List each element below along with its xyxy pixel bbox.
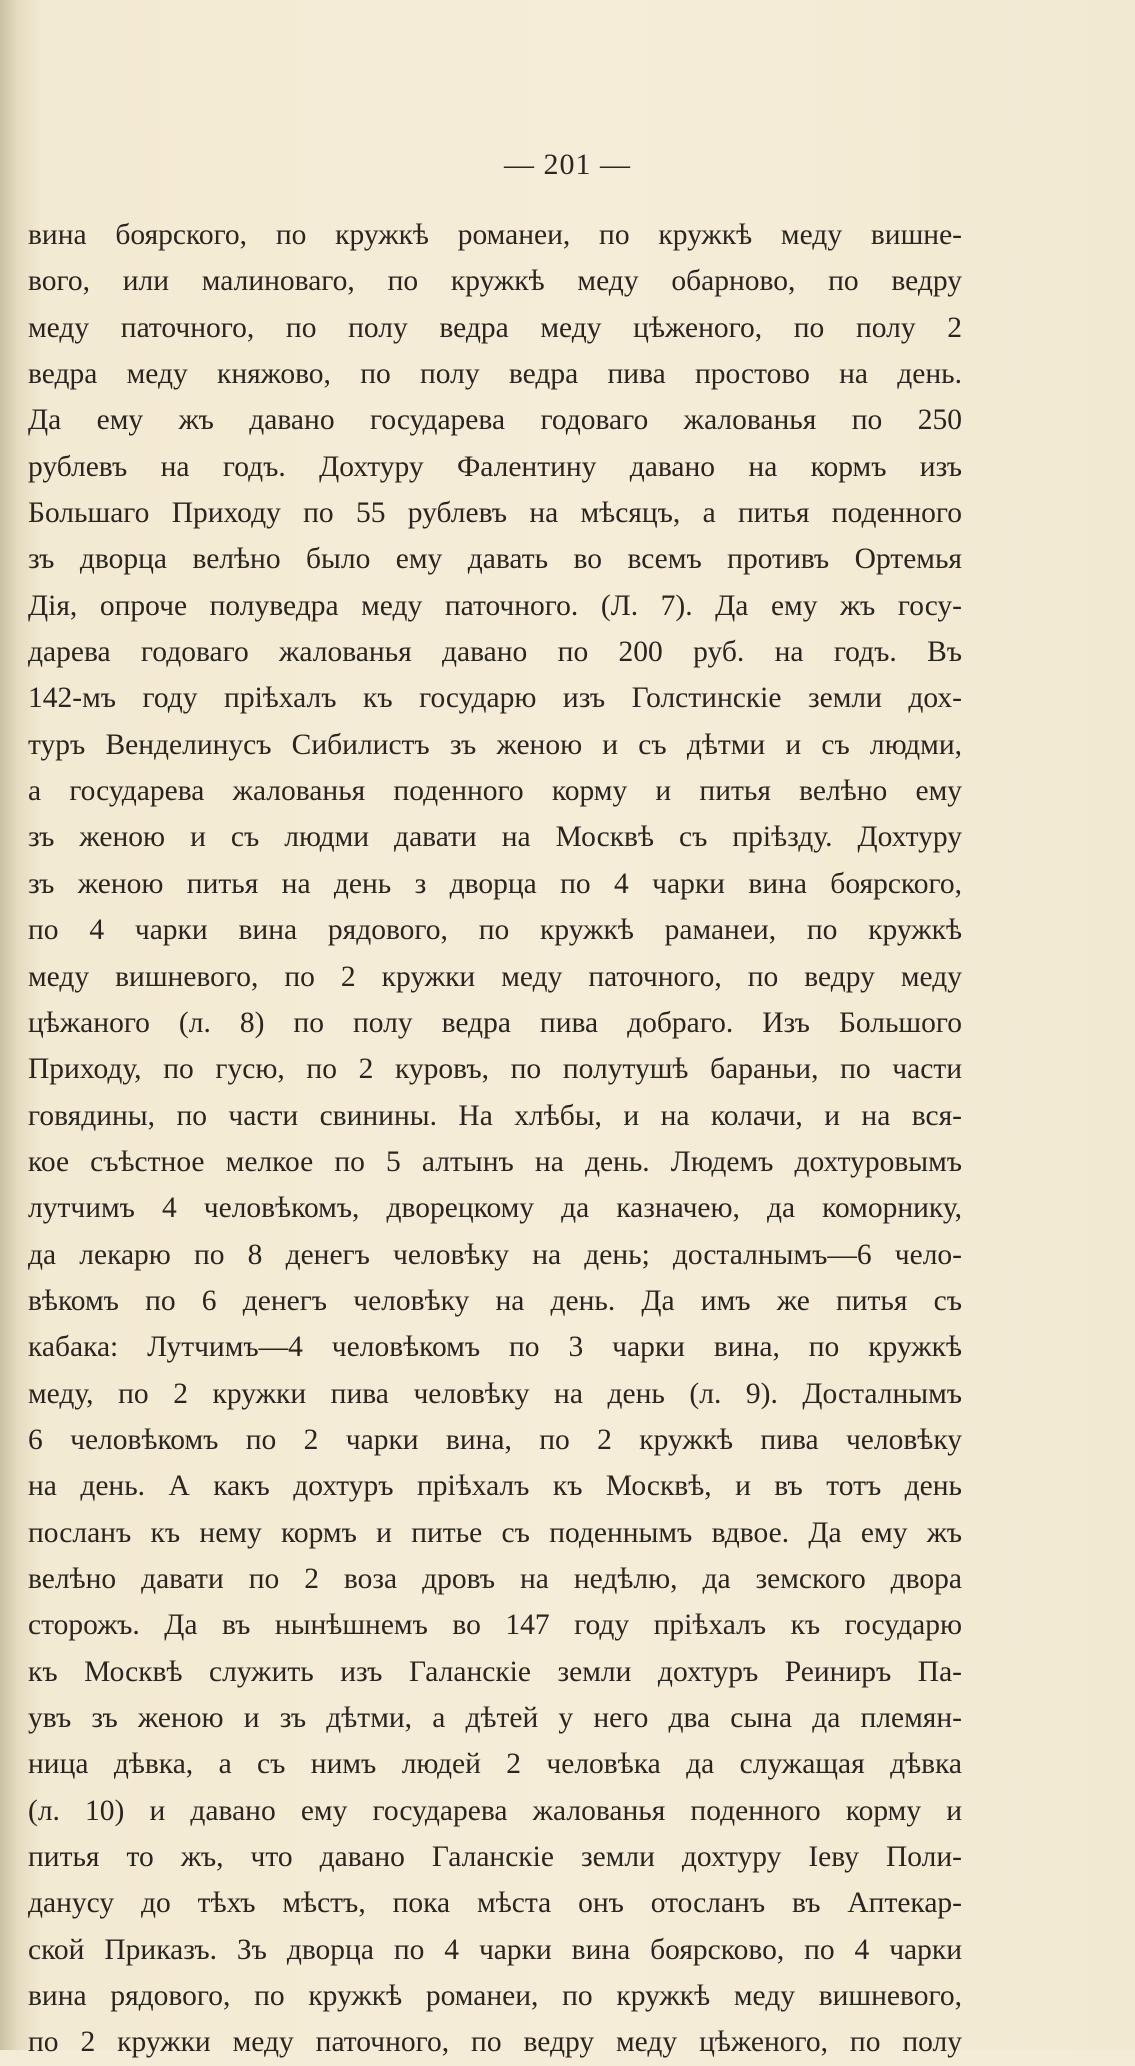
text-line: по 4 чарки вина рядового, по кружкѣ раманеи, по кружкѣ: [28, 914, 962, 947]
page-number: — 201 —: [504, 148, 631, 181]
text-line: туръ Венделинусъ Сибилистъ зъ женою и съ дѣтми и съ людми,: [28, 728, 962, 761]
text-line: кабака: Лутчимъ—4 человѣкомъ по 3 чарки вина, по кружкѣ: [28, 1331, 962, 1364]
text-line: 6 человѣкомъ по 2 чарки вина, по 2 кружкѣ пива человѣку: [28, 1423, 962, 1456]
text-line: дарева годоваго жалованья давано по 200 руб. на годъ. Въ: [28, 636, 962, 669]
text-line: вого, или малиноваго, по кружкѣ меду обарново, по ведру: [28, 265, 962, 298]
text-line: сторожъ. Да въ нынѣшнемъ во 147 году пріѣхалъ къ государю: [28, 1609, 962, 1642]
text-line: лутчимъ 4 человѣкомъ, дворецкому да казначею, да коморнику,: [28, 1192, 962, 1225]
text-line: (л. 10) и давано ему государева жалованья поденного корму и: [28, 1794, 962, 1827]
text-line: по 2 кружки меду паточного, по ведру меду цѣженого, по полу: [28, 2026, 962, 2059]
text-line: къ Москвѣ служить изъ Галанскіе земли дохтуръ Реиниръ Па-: [28, 1655, 962, 1688]
text-line: зъ женою питья на день з дворца по 4 чарки вина боярского,: [28, 867, 962, 900]
text-line: Приходу, по гусю, по 2 куровъ, по полутушѣ бараньи, по части: [28, 1053, 962, 1086]
text-line: Да ему жъ давано государева годоваго жалованья по 250: [28, 404, 962, 437]
text-line: на день. А какъ дохтуръ пріѣхалъ къ Москвѣ, и въ тотъ день: [28, 1470, 962, 1503]
text-line: ница дѣвка, а съ нимъ людей 2 человѣка да служащая дѣвка: [28, 1748, 962, 1781]
body-text: [28, 212, 962, 2066]
text-line: да лекарю по 8 денегъ человѣку на день; досталнымъ—6 чело-: [28, 1238, 962, 1271]
text-line: цѣжаного (л. 8) по полу ведра пива добраго. Изъ Большого: [28, 1006, 962, 1039]
text-line: ведра меду княжово, по полу ведра пива простово на день.: [28, 358, 962, 391]
text-line: вѣкомъ по 6 денегъ человѣку на день. Да имъ же питья съ: [28, 1284, 962, 1317]
text-line: вина рядового, по кружкѣ романеи, по кружкѣ меду вишневого,: [28, 1980, 962, 2013]
text-line: посланъ къ нему кормъ и питье съ поденнымъ вдвое. Да ему жъ: [28, 1516, 962, 1549]
text-line: Дія, опроче полуведра меду паточного. (Л. 7). Да ему жъ госу-: [28, 589, 962, 622]
text-line: меду, по 2 кружки пива человѣку на день (л. 9). Досталнымъ: [28, 1377, 962, 1410]
text-line: рублевъ на годъ. Дохтуру Фалентину давано на кормъ изъ: [28, 450, 962, 483]
text-line: питья то жъ, что давано Галанскіе земли дохтуру Іеву Поли-: [28, 1841, 962, 1874]
text-line: Большаго Приходу по 55 рублевъ на мѣсяцъ, а питья поденного: [28, 497, 962, 530]
text-line: вина боярского, по кружкѣ романеи, по кружкѣ меду вишне-: [28, 219, 962, 251]
text-line: зъ дворца велѣно было ему давать во всемъ противъ Ортемья: [28, 543, 962, 576]
text-line: меду вишневого, по 2 кружки меду паточного, по ведру меду: [28, 960, 962, 993]
text-line: велѣно давати по 2 воза дровъ на недѣлю, да земского двора: [28, 1562, 962, 1595]
text-line: зъ женою и съ людми давати на Москвѣ съ пріѣзду. Дохтуру: [28, 821, 962, 854]
text-line: увъ зъ женою и зъ дѣтми, а дѣтей у него два сына да племян-: [28, 1702, 962, 1734]
text-line: а государева жалованья поденного корму и питья велѣно ему: [28, 775, 962, 808]
text-line: кое съѣстное мелкое по 5 алтынъ на день. Людемъ дохтуровымъ: [28, 1145, 962, 1178]
text-line: говядины, по части свинины. На хлѣбы, и на колачи, и на вся-: [28, 1099, 962, 1132]
text-line: меду паточного, по полу ведра меду цѣженого, по полу 2: [28, 311, 962, 344]
text-line: ской Приказъ. Зъ дворца по 4 чарки вина боярсково, по 4 чарки: [28, 1933, 962, 1966]
text-line: данусу до тѣхъ мѣстъ, пока мѣста онъ отосланъ въ Аптекар-: [28, 1887, 962, 1920]
text-line: 142-мъ году пріѣхалъ къ государю изъ Голстинскіе земли дох-: [28, 682, 962, 715]
